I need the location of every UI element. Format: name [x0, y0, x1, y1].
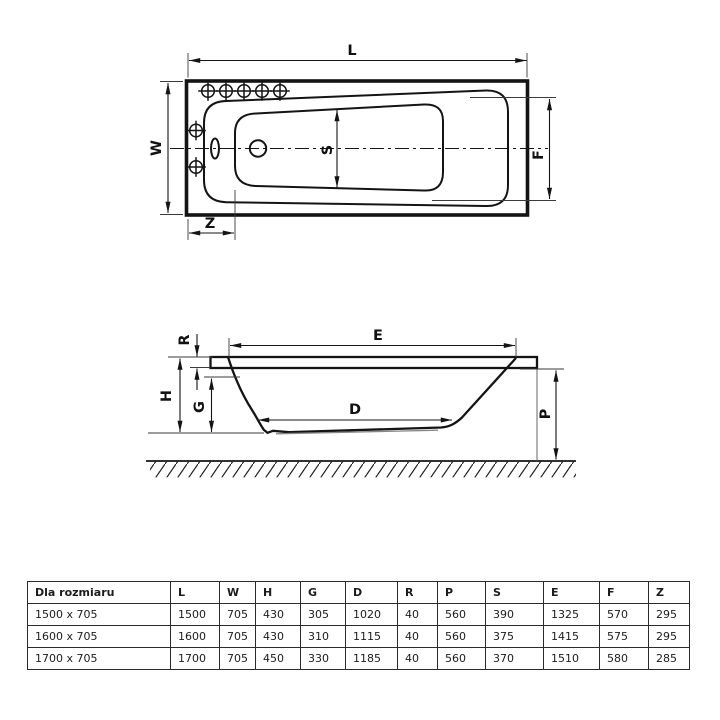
- cell: 375: [486, 626, 544, 648]
- col-header: P: [438, 582, 486, 604]
- cell: 450: [256, 648, 301, 670]
- bathtub-top-view: [130, 25, 590, 255]
- cell: 560: [438, 626, 486, 648]
- cell: 575: [600, 626, 649, 648]
- cell: 705: [220, 604, 256, 626]
- cell: 1185: [346, 648, 398, 670]
- cell: 1020: [346, 604, 398, 626]
- cell: 1510: [544, 648, 600, 670]
- dimensions-table: [27, 581, 690, 670]
- cell: 430: [256, 626, 301, 648]
- rim-profile: [211, 357, 538, 368]
- col-header: W: [220, 582, 256, 604]
- dim-label-e: E: [373, 328, 383, 344]
- cell-size: 1700 x 705: [28, 648, 171, 670]
- dim-R: [177, 334, 210, 390]
- cell: 570: [600, 604, 649, 626]
- dim-L: [188, 43, 527, 78]
- cell: 1115: [346, 626, 398, 648]
- col-header: H: [256, 582, 301, 604]
- cell: 1415: [544, 626, 600, 648]
- dim-label-l: L: [347, 43, 357, 59]
- dim-D: [258, 402, 452, 420]
- dim-label-p: P: [538, 408, 554, 420]
- dim-label-f: F: [531, 150, 547, 160]
- col-header: Dla rozmiaru: [28, 582, 171, 604]
- cell: 40: [398, 626, 438, 648]
- cell: 310: [301, 626, 346, 648]
- cell: 560: [438, 604, 486, 626]
- dim-label-g: G: [192, 401, 208, 413]
- col-header: Z: [649, 582, 690, 604]
- dim-label-r: R: [177, 334, 193, 346]
- col-header: F: [600, 582, 649, 604]
- cell: 705: [220, 648, 256, 670]
- col-header: D: [346, 582, 398, 604]
- cell: 705: [220, 626, 256, 648]
- ground-hatch: [150, 462, 576, 478]
- cell: 285: [649, 648, 690, 670]
- dim-H: [159, 357, 213, 432]
- dim-label-d: D: [348, 402, 362, 418]
- dim-label-z: Z: [204, 216, 216, 232]
- cell: 1700: [171, 648, 220, 670]
- dim-label-s: S: [320, 144, 336, 156]
- dim-E: [229, 328, 516, 357]
- cell: 580: [600, 648, 649, 670]
- cell: 1500: [171, 604, 220, 626]
- dim-label-h: H: [159, 389, 175, 403]
- bathtub-side-view: [130, 315, 590, 490]
- cell: 390: [486, 604, 544, 626]
- col-header: E: [544, 582, 600, 604]
- col-header: S: [486, 582, 544, 604]
- table-header-row: [28, 582, 690, 604]
- cell: 430: [256, 604, 301, 626]
- cell: 1600: [171, 626, 220, 648]
- table-row: [28, 648, 690, 670]
- table-row: [28, 626, 690, 648]
- col-header: L: [171, 582, 220, 604]
- cell: 40: [398, 648, 438, 670]
- cell: 305: [301, 604, 346, 626]
- cell: 295: [649, 626, 690, 648]
- dim-P: [520, 369, 564, 460]
- cell-size: 1500 x 705: [28, 604, 171, 626]
- cell-size: 1600 x 705: [28, 626, 171, 648]
- dim-label-w: W: [149, 140, 165, 156]
- cell: 330: [301, 648, 346, 670]
- cell: 295: [649, 604, 690, 626]
- table-row: [28, 604, 690, 626]
- cell: 40: [398, 604, 438, 626]
- dim-G: [192, 377, 240, 432]
- col-header: G: [301, 582, 346, 604]
- cell: 370: [486, 648, 544, 670]
- col-header: R: [398, 582, 438, 604]
- cell: 560: [438, 648, 486, 670]
- cell: 1325: [544, 604, 600, 626]
